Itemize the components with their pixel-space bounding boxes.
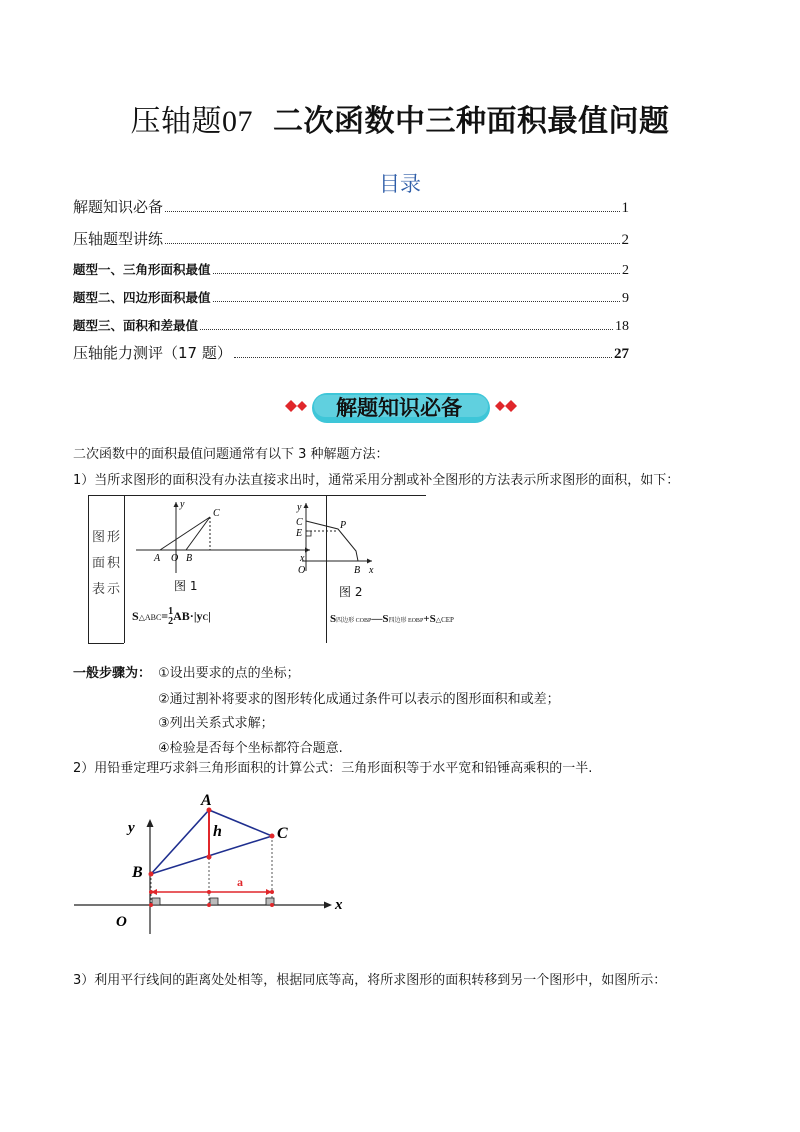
fig3-label-a-point: A	[201, 792, 212, 809]
toc-entry-page: 2	[622, 263, 629, 278]
toc-entry[interactable]	[73, 342, 629, 363]
figure-1-graph	[128, 499, 318, 577]
fig3-label-x: x	[335, 897, 343, 913]
fig2-label-y: y	[297, 502, 302, 513]
table-label-line: 表示	[91, 582, 122, 597]
fig3-label-y: y	[128, 820, 135, 836]
steps-heading: 一般步骤为：	[73, 666, 152, 681]
fig1-label-a: A	[154, 553, 161, 564]
figure-2-graph	[292, 499, 432, 577]
fig3-label-o: O	[116, 914, 127, 930]
fig3-label-h: h	[213, 823, 222, 840]
toc-entry[interactable]	[73, 260, 629, 279]
fig2-label-b: B	[354, 565, 361, 576]
method-1-text: 1）当所求图形的面积没有办法直接求出时，通常采用分割或补全图形的方法表示所求图形的面积，如下：	[73, 473, 680, 488]
toc-entry-label: 题型一、三角形面积最值	[73, 262, 211, 277]
toc-entry-page: 18	[615, 319, 629, 334]
toc-leader-dots	[213, 301, 620, 302]
fig2-label-p: P	[340, 520, 347, 531]
method-3-text: 3）利用平行线间的距离处处相等，根据同底等高，将所求图形的面积转移到另一个图形中，如图所示：	[73, 973, 667, 988]
banner-text: 解题知识必备	[336, 396, 462, 420]
step-item: ②通过割补将要求的图形转化成通过条件可以表示的图形面积和或差；	[158, 692, 560, 707]
fig1-label-x: x	[300, 553, 305, 564]
toc-entry-label: 题型三、面积和差最值	[73, 318, 199, 333]
toc-leader-dots	[200, 329, 613, 330]
fig2-label-e: E	[296, 528, 303, 539]
page-title	[0, 96, 800, 140]
toc-entry[interactable]	[73, 288, 629, 307]
step-item: ③列出关系式求解；	[158, 716, 274, 731]
fig1-label-b: B	[186, 553, 193, 564]
fig2-label-x: x	[369, 565, 374, 576]
fig3-label-width-a: a	[237, 875, 243, 889]
fig2-label-o: O	[298, 565, 306, 576]
figure-3-diagram	[70, 788, 360, 938]
toc-entry-label: 题型二、四边形面积最值	[73, 290, 211, 305]
banner-right-diamonds-icon	[495, 400, 517, 412]
step-item: ①设出要求的点的坐标；	[158, 666, 300, 681]
toc-entry[interactable]	[73, 316, 629, 335]
figure-table	[88, 495, 454, 643]
figure-2-caption: 图 2	[339, 585, 363, 599]
toc-heading: 目录	[379, 172, 421, 196]
title-main: 二次函数中三种面积最值问题	[273, 104, 670, 139]
toc-leader-dots	[165, 211, 619, 212]
table-label-line: 图形	[91, 530, 122, 545]
toc-entry-label: 压轴能力测评（17 题）	[73, 344, 232, 362]
toc-entry-label: 压轴题型讲练	[73, 230, 164, 248]
fig2-label-c: C	[296, 517, 303, 528]
toc-entry[interactable]	[73, 196, 629, 217]
banner-left-diamonds-icon	[285, 400, 307, 412]
intro-text: 二次函数中的面积最值问题通常有以下 3 种解题方法：	[73, 447, 389, 462]
fig3-label-c-point: C	[277, 825, 288, 842]
table-label-line: 面积	[91, 556, 122, 571]
fig1-label-o: O	[171, 553, 179, 564]
fig3-label-b-point: B	[132, 864, 143, 881]
formula-2: S四边形 COBP—S四边形 EOBP+S△CEP	[330, 613, 454, 625]
toc-entry-page: 2	[621, 232, 629, 248]
toc-entry-label: 解题知识必备	[73, 198, 164, 216]
toc-leader-dots	[165, 243, 619, 244]
toc-entry[interactable]	[73, 228, 629, 249]
step-item: ④检验是否每个坐标都符合题意.	[158, 741, 343, 756]
figure-1-caption: 图 1	[174, 579, 198, 593]
title-prefix: 压轴题	[130, 104, 222, 139]
toc-leader-dots	[213, 273, 620, 274]
fig1-label-y: y	[180, 499, 185, 510]
fig1-label-c: C	[213, 508, 220, 519]
toc-leader-dots	[234, 357, 612, 358]
toc-entry-page: 27	[614, 346, 629, 362]
formula-1: S△ABC= 1 2 AB·|yC|	[132, 606, 211, 627]
table-label-cell	[90, 525, 124, 603]
toc-entry-page: 1	[621, 200, 629, 216]
toc-entry-page: 9	[622, 291, 629, 306]
method-2-text: 2）用铅垂定理巧求斜三角形面积的计算公式：三角形面积等于水平宽和铅锤高乘积的一半.	[73, 761, 593, 776]
title-number: 07	[221, 105, 253, 138]
